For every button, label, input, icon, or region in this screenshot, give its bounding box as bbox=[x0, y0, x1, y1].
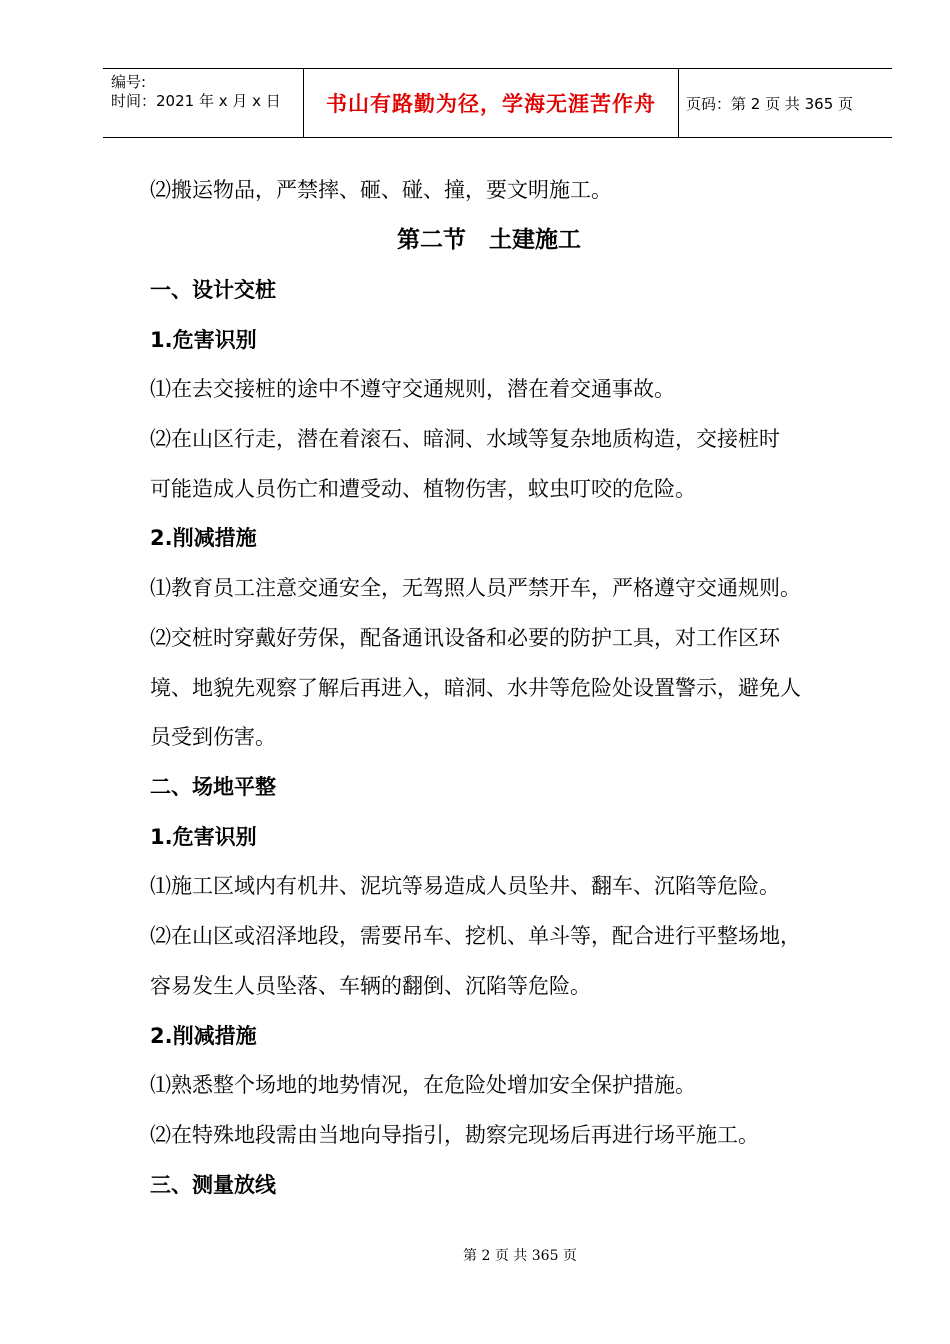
heading-design-stake: 一、设计交桩 bbox=[150, 278, 276, 302]
number-label: 编号: bbox=[111, 73, 147, 91]
paragraph-line: 容易发生人员坠落、车辆的翻倒、沉陷等危险。 bbox=[150, 974, 591, 998]
paragraph-line: 可能造成人员伤亡和遭受动、植物伤害，蚊虫叮咬的危险。 bbox=[150, 477, 696, 501]
header-motto-cell bbox=[303, 69, 679, 137]
paragraph-line: 员受到伤害。 bbox=[150, 725, 276, 749]
paragraph-line: ⑴在去交接桩的途中不遵守交通规则，潜在着交通事故。 bbox=[150, 377, 675, 401]
paragraph-line: ⑴熟悉整个场地的地势情况，在危险处增加安全保护措施。 bbox=[150, 1073, 696, 1097]
section-title: 第二节 土建施工 bbox=[397, 227, 581, 253]
heading-survey-layout: 三、测量放线 bbox=[150, 1173, 276, 1197]
header-page-cell bbox=[678, 69, 892, 137]
paragraph-line: ⑴教育员工注意交通安全，无驾照人员严禁开车，严格遵守交通规则。 bbox=[150, 576, 801, 600]
paragraph-line: ⑵搬运物品，严禁摔、砸、碰、撞，要文明施工。 bbox=[150, 178, 612, 202]
header-meta bbox=[103, 69, 303, 137]
footer-page-number: 第 2 页 共 365 页 bbox=[463, 1248, 577, 1264]
subheading-hazard-identification: 1.危害识别 bbox=[150, 328, 257, 352]
paragraph-line: ⑵在山区行走，潜在着滚石、暗洞、水域等复杂地质构造，交接桩时 bbox=[150, 427, 780, 451]
heading-site-leveling: 二、场地平整 bbox=[150, 775, 276, 799]
paragraph-line: 境、地貌先观察了解后再进入，暗洞、水井等危险处设置警示，避免人 bbox=[150, 676, 801, 700]
subheading-reduction-measures: 2.削减措施 bbox=[150, 1024, 257, 1048]
page-footer bbox=[0, 1245, 950, 1265]
time-label: 时间：2021 年 x 月 x 日 bbox=[111, 92, 281, 110]
header-motto: 书山有路勤为径，学海无涯苦作舟 bbox=[326, 92, 656, 116]
subheading-hazard-identification: 1.危害识别 bbox=[150, 825, 257, 849]
paragraph-line: ⑵在山区或沼泽地段，需要吊车、挖机、单斗等，配合进行平整场地， bbox=[150, 924, 801, 948]
paragraph-line: ⑴施工区域内有机井、泥坑等易造成人员坠井、翻车、沉陷等危险。 bbox=[150, 874, 780, 898]
header-page-info: 页码：第 2 页 共 365 页 bbox=[686, 94, 854, 113]
subheading-reduction-measures: 2.削减措施 bbox=[150, 526, 257, 550]
paragraph-line: ⑵在特殊地段需由当地向导指引，勘察完现场后再进行场平施工。 bbox=[150, 1123, 759, 1147]
page-header bbox=[103, 68, 892, 138]
paragraph-line: ⑵交桩时穿戴好劳保，配备通讯设备和必要的防护工具，对工作区环 bbox=[150, 626, 780, 650]
